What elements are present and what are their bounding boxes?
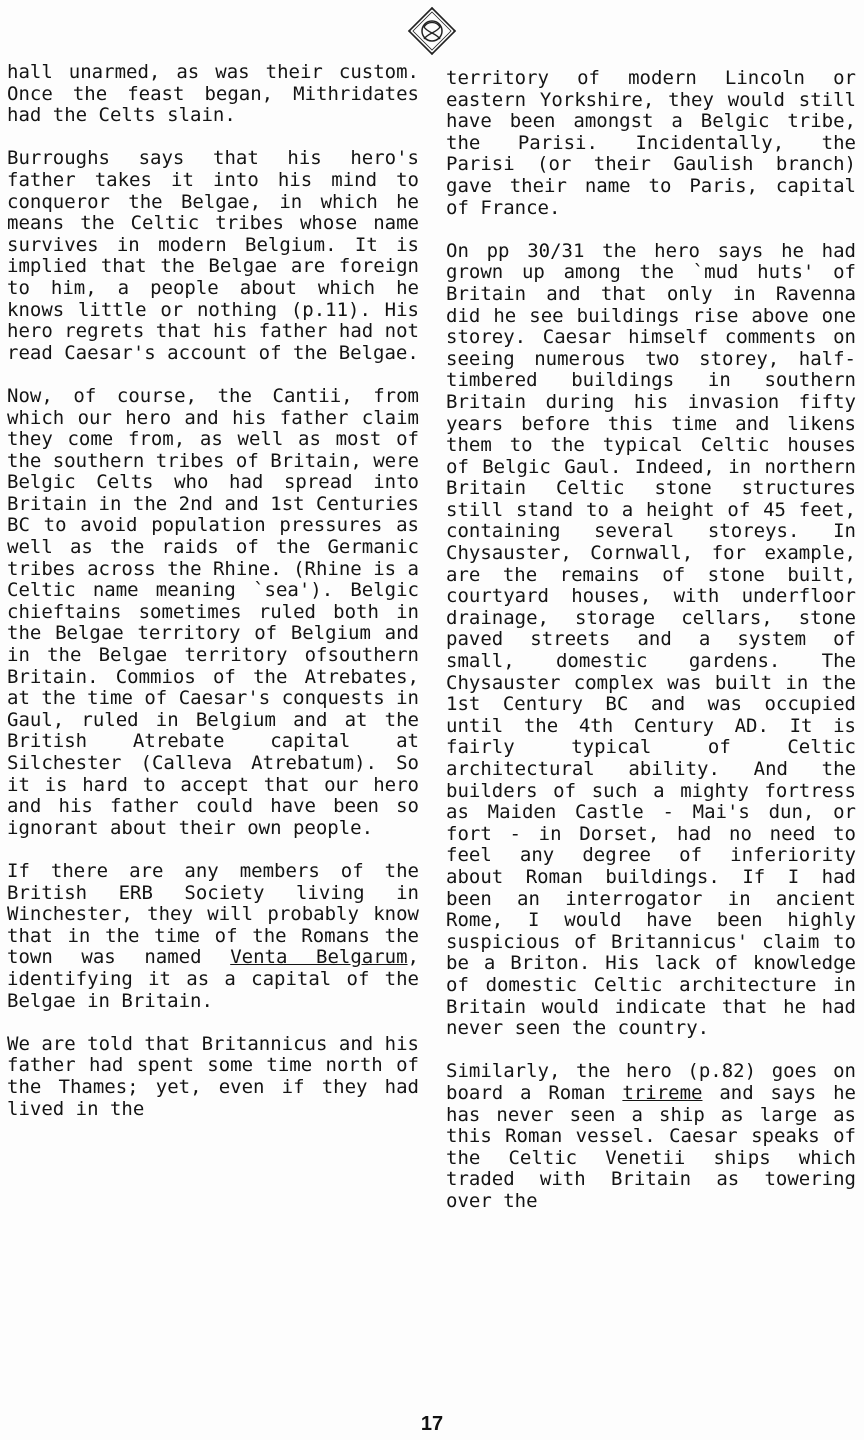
underlined-term: trireme (622, 1081, 703, 1104)
paragraph (446, 1061, 856, 1212)
paragraph: We are told that Britannicus and his father had spent some time north of the Thames; yet, even if they had lived in the (7, 1032, 419, 1120)
paragraph-text: , identifying it as a capital of the Belgae in Britain. (7, 946, 419, 1012)
left-column (7, 62, 419, 1142)
underlined-term: Venta Belgarum (230, 946, 408, 969)
paragraph: Burroughs says that his hero's father takes it into his mind to conqueror the Belgae, in which he means the Celtic tribes whose name survives in modern Belgium. It is implied that the Belgae are foreign to him, a people about which he knows little or nothing (p.11). His hero regrets that his father had not read Caesar's account of the Belgae. (7, 147, 419, 364)
paragraph-text: Similarly, the hero (p.82) goes on board a Roman (446, 1060, 856, 1104)
paragraph: territory of modern Lincoln or eastern Yorkshire, they would still have been amongst a Belgic tribe, the Parisi. Incidentally, the Parisi (or their Gaulish branch) gave their name to Paris, capital of France. (446, 67, 856, 219)
celtic-knot-diamond-icon (407, 6, 457, 56)
right-column (446, 68, 856, 1234)
paragraph: Now, of course, the Cantii, from which our hero and his father claim they come from, as well as most of the southern tribes of Britain, were Belgic Celts who had spread into Britain in the 2nd and 1st Centuries BC to avoid population pressures as well as the raids of the Germanic tribes across the Rhine. (Rhine is a Celtic name meaning `sea'). Belgic chieftains sometimes ruled both in the Belgae territory of Belgium and in the Belgae territory ofsouthern Britain. Commios of the Atrebates, at the time of Caesar's conquests in Gaul, ruled in Belgium and at the British Atrebate capital at Silchester (Calleva Atrebatum). So it is hard to accept that our hero and his father could have been so ignorant about their own people. (7, 384, 419, 839)
paragraph: On pp 30/31 the hero says he had grown up among the `mud huts' of Britain and that only in Ravenna did he see buildings rise above one storey. Caesar himself comments on seeing numerous two storey, half-timbered buildings in southern Britain during his invasion fifty years before this time and likens them to the typical Celtic houses of Belgic Gaul. Indeed, in northern Britain Celtic stone structures still stand to a height of 45 feet, containing several storeys. In Chysauster, Cornwall, for example, are the remains of stone built, courtyard houses, with underfloor drainage, storage cellars, stone paved streets and a system of small, domestic gardens. The Chysauster complex was built in the 1st Century BC and was occupied until the 4th Century AD. It is fairly typical of Celtic architectural ability. And the builders of such a mighty fortress as Maiden Castle - Mai's dun, or fort - in Dorset, had no need to feel any degree of inferiority about Roman buildings. If I had been an interrogator in ancient Rome, I would have been highly suspicious of Britannicus' claim to be a Briton. His lack of knowledge of domestic Celtic architecture in Britain would indicate that he had never seen the country. (446, 239, 856, 1040)
page-number: 17 (420, 1413, 444, 1435)
paragraph: hall unarmed, as was their custom. Once the feast began, Mithridates had the Celts slain. (7, 61, 419, 127)
paragraph-text: and says he has never seen a ship as large as this Roman vessel. Caesar speaks of the Celtic Venetii ships which traded with Britain as towering over the (446, 1081, 856, 1212)
paragraph (7, 861, 419, 1012)
paragraph-text: If there are any members of the British ERB Society living in Winchester, they will probably know that in the time of the Romans the town was named (7, 859, 419, 969)
